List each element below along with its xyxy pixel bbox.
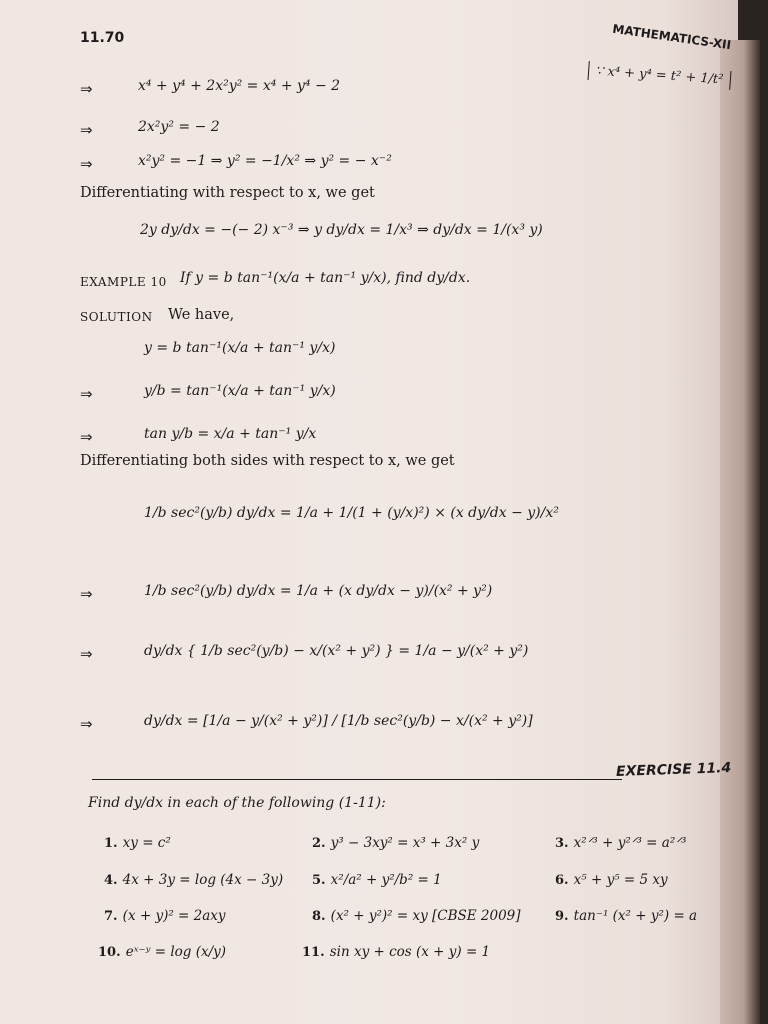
problem-item xyxy=(312,869,442,888)
problem-item xyxy=(104,832,171,851)
problem-text: eˣ⁻ʸ = log (x/y) xyxy=(125,944,227,960)
example-label: EXAMPLE 10 xyxy=(80,275,167,289)
equation-step: x²y² = −1 ⇒ y² = −1/x² ⇒ y² = − x⁻² xyxy=(138,153,392,169)
problem-number: 1. xyxy=(104,836,118,851)
problem-text: (x + y)² = 2axy xyxy=(122,908,226,924)
paragraph-text: Differentiating both sides with respect to x, we get xyxy=(80,453,455,469)
problem-text: x⁵ + y⁵ = 5 xy xyxy=(573,872,668,888)
problem-text: tan⁻¹ (x² + y²) = a xyxy=(573,908,698,924)
problem-item xyxy=(302,941,490,960)
equation-step: 2x²y² = − 2 xyxy=(138,119,220,135)
equation-step: y/b = tan⁻¹(x/a + tan⁻¹ y/x) xyxy=(144,383,336,399)
problem-number: 5. xyxy=(312,873,326,888)
side-note: ∵ x⁴ + y⁴ = t² + 1/t² xyxy=(588,61,731,90)
problem-number: 2. xyxy=(312,836,326,851)
solution-label: SOLUTION xyxy=(80,310,153,324)
section-divider xyxy=(92,779,622,780)
derivation-step: 1/b sec²(y/b) dy/dx = 1/a + (x dy/dx − y)/(x² + y²) xyxy=(144,583,493,599)
problem-text: 4x + 3y = log (4x − 3y) xyxy=(122,872,284,888)
problem-item xyxy=(98,941,226,960)
problem-text: x²/a² + y²/b² = 1 xyxy=(330,872,442,888)
problem-number: 11. xyxy=(302,945,325,960)
problem-number: 7. xyxy=(104,909,118,924)
problem-item xyxy=(555,869,668,888)
problem-text: x²ᐟ³ + y²ᐟ³ = a²ᐟ³ xyxy=(573,835,687,851)
equation-step: tan y/b = x/a + tan⁻¹ y/x xyxy=(144,426,317,442)
problem-text: y³ − 3xy² = x³ + 3x² y xyxy=(330,835,480,851)
implies-arrow: ⇒ xyxy=(80,428,93,446)
implies-arrow: ⇒ xyxy=(80,155,93,173)
example-statement: If y = b tan⁻¹(x/a + tan⁻¹ y/x), find dy/dx. xyxy=(180,270,471,286)
running-title: MATHEMATICS-XII xyxy=(611,21,732,53)
equation-step: y = b tan⁻¹(x/a + tan⁻¹ y/x) xyxy=(144,340,336,356)
implies-arrow: ⇒ xyxy=(80,121,93,139)
implies-arrow: ⇒ xyxy=(80,80,93,98)
paragraph-text: Differentiating with respect to x, we get xyxy=(80,185,375,201)
problem-item xyxy=(555,905,697,924)
exercise-title: EXERCISE 11.4 xyxy=(615,759,732,781)
implies-arrow: ⇒ xyxy=(80,385,93,403)
problem-text: (x² + y²)² = xy [CBSE 2009] xyxy=(330,908,521,924)
problem-number: 10. xyxy=(98,945,121,960)
book-edge xyxy=(720,40,760,1024)
problem-number: 6. xyxy=(555,873,569,888)
problem-number: 9. xyxy=(555,909,569,924)
implies-arrow: ⇒ xyxy=(80,585,93,603)
solution-intro: We have, xyxy=(168,307,235,323)
equation-step: 2y dy/dx = −(− 2) x⁻³ ⇒ y dy/dx = 1/x³ ⇒ dy/dx = 1/(x³ y) xyxy=(140,222,543,238)
derivation-step: 1/b sec²(y/b) dy/dx = 1/a + 1/(1 + (y/x)²) × (x dy/dx − y)/x² xyxy=(144,505,559,521)
exercise-instruction: Find dy/dx in each of the following (1-11): xyxy=(88,795,386,811)
problem-number: 4. xyxy=(104,873,118,888)
problem-number: 3. xyxy=(555,836,569,851)
problem-item xyxy=(104,905,226,924)
problem-item xyxy=(104,869,283,888)
equation-step: x⁴ + y⁴ + 2x²y² = x⁴ + y⁴ − 2 xyxy=(138,78,341,94)
problem-item xyxy=(312,905,521,924)
implies-arrow: ⇒ xyxy=(80,715,93,733)
implies-arrow: ⇒ xyxy=(80,645,93,663)
problem-text: sin xy + cos (x + y) = 1 xyxy=(329,944,491,960)
derivation-step: dy/dx = [1/a − y/(x² + y²)] / [1/b sec²(y/b) − x/(x² + y²)] xyxy=(144,713,533,729)
problem-text: xy = c² xyxy=(122,835,171,851)
page-number: 11.70 xyxy=(80,30,125,46)
problem-number: 8. xyxy=(312,909,326,924)
problem-item xyxy=(555,832,686,851)
problem-item xyxy=(312,832,479,851)
derivation-step: dy/dx { 1/b sec²(y/b) − x/(x² + y²) } = 1/a − y/(x² + y²) xyxy=(144,643,529,659)
